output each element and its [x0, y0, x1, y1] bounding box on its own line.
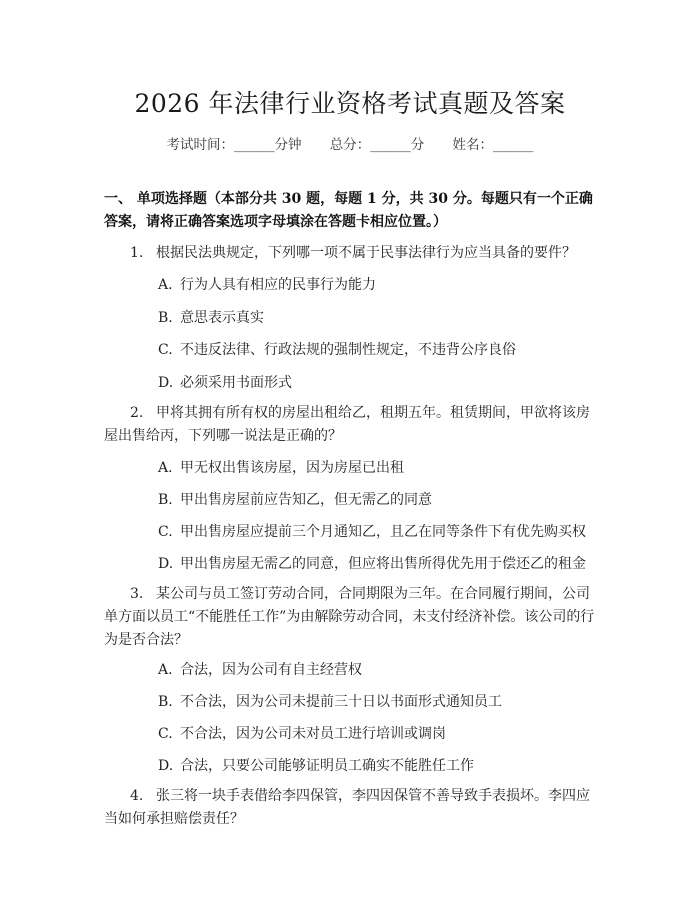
option-text: 不合法，因为公司未提前三十日以书面形式通知员工	[180, 694, 502, 710]
option-letter: B.	[158, 310, 173, 326]
exam-meta	[0, 133, 700, 153]
question-text: 甲将其拥有所有权的房屋出租给乙，租期五年。租赁期间，甲欲将该房屋出售给丙，下列哪一说法是正确的？	[104, 405, 590, 444]
option-letter: D.	[158, 758, 174, 774]
question-number: 4.	[130, 788, 144, 804]
option-letter: B.	[158, 694, 173, 710]
option-2d	[158, 554, 598, 574]
option-letter: A.	[158, 662, 173, 678]
option-letter: C.	[158, 726, 173, 742]
question-4	[104, 785, 596, 831]
option-text: 不违反法律、行政法规的强制性规定，不违背公序良俗	[180, 342, 516, 358]
option-text: 甲出售房屋前应告知乙，但无需乙的同意	[180, 492, 432, 508]
section-heading: 一、 单项选择题（本部分共 30 题，每题 1 分，共 30 分。每题只有一个正确答案，请将正确答案选项字母填涂在答题卡相应位置。）	[104, 191, 593, 230]
option-1b	[158, 308, 598, 328]
page-title: 2026 年法律行业资格考试真题及答案	[134, 89, 566, 118]
question-3	[104, 583, 596, 652]
question-text: 张三将一块手表借给李四保管，李四因保管不善导致手表损坏。李四应当如何承担赔偿责任？	[104, 788, 590, 827]
question-number: 1.	[130, 245, 144, 261]
question-1	[104, 242, 596, 265]
option-2b	[158, 490, 598, 510]
option-letter: C.	[158, 524, 173, 540]
option-text: 行为人具有相应的民事行为能力	[180, 277, 376, 293]
option-3a	[158, 660, 598, 680]
option-letter: D.	[158, 556, 174, 572]
option-2a	[158, 458, 598, 478]
question-number: 2.	[130, 405, 144, 421]
option-1d	[158, 373, 598, 393]
option-3b	[158, 692, 598, 712]
exam-score: 总分：______分	[329, 137, 425, 153]
option-text: 合法，因为公司有自主经营权	[180, 662, 362, 678]
option-text: 合法，只要公司能够证明员工确实不能胜任工作	[180, 758, 474, 774]
option-letter: A.	[158, 277, 173, 293]
option-letter: A.	[158, 460, 173, 476]
option-1c	[158, 340, 598, 360]
question-text: 根据民法典规定，下列哪一项不属于民事法律行为应当具备的要件？	[156, 245, 576, 261]
option-text: 意思表示真实	[180, 310, 264, 326]
option-text: 甲无权出售该房屋，因为房屋已出租	[180, 460, 404, 476]
option-text: 甲出售房屋无需乙的同意，但应将出售所得优先用于偿还乙的租金	[180, 556, 586, 572]
option-text: 必须采用书面形式	[180, 375, 292, 391]
question-2	[104, 402, 596, 448]
question-text: 某公司与员工签订劳动合同，合同期限为三年。在合同履行期间，公司单方面以员工“不能胜任工作”为由解除劳动合同，未支付经济补偿。该公司的行为是否合法？	[104, 586, 595, 648]
option-1a	[158, 275, 598, 295]
option-letter: C.	[158, 342, 173, 358]
option-letter: B.	[158, 492, 173, 508]
option-text: 甲出售房屋应提前三个月通知乙，且乙在同等条件下有优先购买权	[180, 524, 586, 540]
option-letter: D.	[158, 375, 174, 391]
exam-time: 考试时间：______分钟	[166, 137, 302, 153]
option-text: 不合法，因为公司未对员工进行培训或调岗	[180, 726, 446, 742]
option-3d	[158, 756, 598, 776]
option-3c	[158, 724, 598, 744]
question-number: 3.	[130, 586, 144, 602]
exam-name: 姓名：______	[452, 137, 534, 153]
option-2c	[158, 522, 598, 542]
